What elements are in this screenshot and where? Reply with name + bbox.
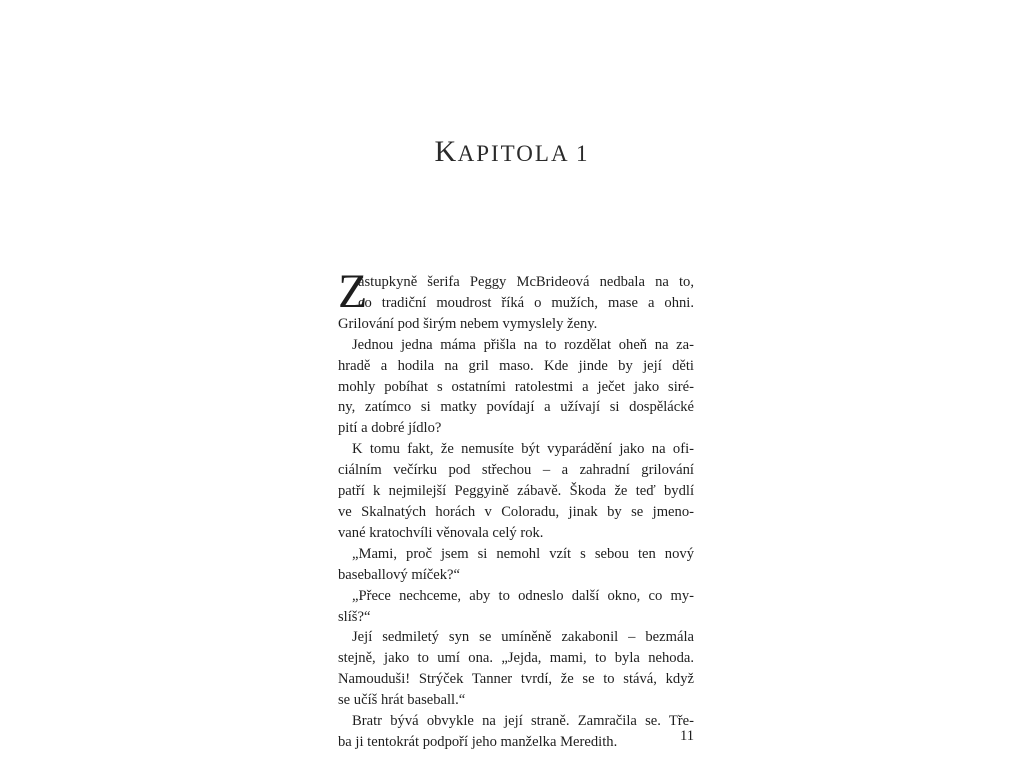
chapter-title-initial: K <box>434 135 458 168</box>
chapter-title <box>0 135 1024 169</box>
text-line: ba ji tentokrát podpoří jeho manželka Meredith. <box>338 733 618 750</box>
page-number: 11 <box>679 728 694 744</box>
text-line: baseballový míček?“ <box>338 566 460 583</box>
text-line: patří k nejmilejší Peggyině zábavě. Škoda že teď bydlí <box>338 483 694 500</box>
text-line: Grilování pod širým nebem vymyslely ženy. <box>338 315 598 332</box>
text-line: Namouduši! Strýček Tanner tvrdí, že se to stává, když <box>338 671 694 688</box>
text-line: ve Skalnatých horách v Coloradu, jinak by se jmeno- <box>338 503 694 520</box>
text-line: ástupkyně šerifa Peggy McBrideová nedbala na to, <box>358 274 694 290</box>
text-line: vané kratochvíli věnovala celý rok. <box>338 524 544 541</box>
text-line: stejně, jako to umí ona. „Jejda, mami, to byla nehoda. <box>338 650 694 667</box>
drop-cap: Z <box>338 265 368 318</box>
chapter-body <box>338 265 694 753</box>
text-line: se učíš hrát baseball.“ <box>338 692 466 709</box>
text-line: „Přece nechceme, aby to odneslo další okno, co my- <box>352 587 694 604</box>
opening-paragraph <box>338 265 694 335</box>
text-line: pití a dobré jídlo? <box>338 420 442 437</box>
text-line: slíš?“ <box>338 608 371 625</box>
text-line: ny, zatímco si matky povídají a užívají si dospělácké <box>338 399 694 416</box>
text-line: K tomu fakt, že nemusíte být vyparádění jako na ofi- <box>352 441 694 458</box>
text-line: Bratr bývá obvykle na její straně. Zamračila se. Tře- <box>352 713 694 730</box>
chapter-title-rest: APITOLA 1 <box>457 141 590 166</box>
text-line: Její sedmiletý syn se umíněně zakabonil – bezmála <box>352 629 694 646</box>
text-line: „Mami, proč jsem si nemohl vzít s sebou ten nový <box>352 545 694 562</box>
text-line: mohly pobíhat s ostatními ratolestmi a ječet jako siré- <box>338 378 694 395</box>
text-line: Jednou jedna máma přišla na to rozdělat oheň na za- <box>352 336 694 353</box>
text-line: ciálním večírku pod střechou – a zahradní grilování <box>338 462 694 479</box>
text-line: co tradiční moudrost říká o mužích, mase a ohni. <box>358 294 694 311</box>
text-line: hradě a hodila na gril maso. Kde jinde by její děti <box>338 357 694 374</box>
